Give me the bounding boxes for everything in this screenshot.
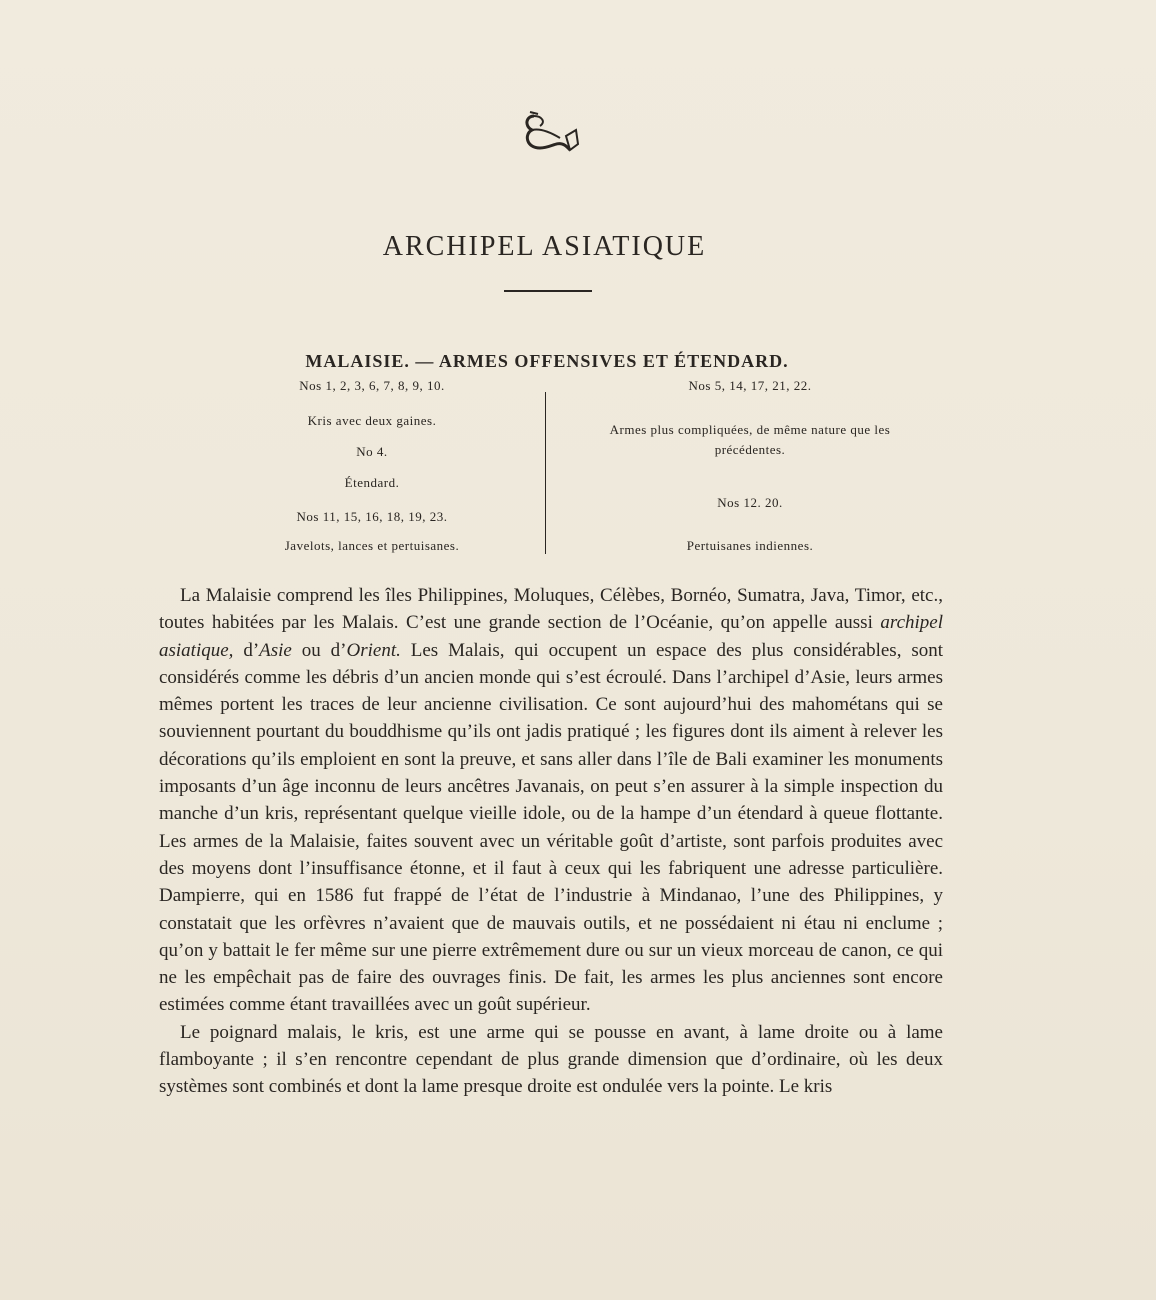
catalogue-numbers: Nos 11, 15, 16, 18, 19, 23.: [296, 509, 448, 524]
hunting-horn-ornament-icon: [520, 110, 580, 160]
catalogue-label: Kris avec deux gaines.: [307, 413, 437, 428]
title-rule: [504, 290, 592, 292]
catalogue-label: Pertuisanes indiennes.: [686, 538, 814, 553]
catalogue-label: Armes plus compliquées, de même nature que les: [609, 422, 891, 437]
catalogue-numbers: No 4.: [356, 444, 388, 459]
catalogue-numbers: Nos 12. 20.: [717, 495, 783, 510]
section-subtitle: MALAISIE. — ARMES OFFENSIVES ET ÉTENDARD.: [305, 350, 789, 371]
catalogue-label: Étendard.: [344, 475, 400, 490]
column-divider: [545, 392, 546, 554]
paragraph: Le poignard malais, le kris, est une arme qui se pousse en avant, à lame droite ou à lame flamboyante ; il s’en rencontre cependant de plus grande dimension que d’ordinaire, où les deux systèmes sont combinés et dont la lame presque droite est ondulée vers la pointe. Le kris: [159, 1021, 943, 1098]
catalogue-numbers: Nos 5, 14, 17, 21, 22.: [688, 378, 812, 393]
catalogue-numbers: Nos 1, 2, 3, 6, 7, 8, 9, 10.: [299, 378, 445, 393]
catalogue-label: précédentes.: [714, 442, 786, 457]
catalogue-label: Javelots, lances et pertuisanes.: [284, 538, 460, 553]
page-title: ARCHIPEL ASIATIQUE: [382, 230, 707, 262]
paragraph: La Malaisie comprend les îles Philippines, Moluques, Célèbes, Bornéo, Sumatra, Java, Timor, etc., toutes habitées par les Malais. C’est une grande section de l’Océanie, qu’on appelle aussi archipel asiatique, d’Asie ou d’Orient. Les Malais, qui occupent un espace des plus considérables, sont considérés comme les débris d’un ancien monde qui s’est écroulé. Dans l’archipel d’Asie, leurs armes mêmes portent les traces de leur ancienne civilisation. Ce sont aujourd’hui des mahométans qui se souviennent pourtant du bouddhisme qu’ils ont jadis pratiqué ; les figures dont ils aiment à relever les décorations qu’ils emploient en sont la preuve, et sans aller dans l’île de Bali examiner les monuments imposants d’un âge inconnu de leurs ancêtres Javanais, on peut s’en assurer à la simple inspection du manche d’un kris, représentant quelque vieille idole, ou de la hampe d’un étendard à queue flottante. Les armes de la Malaisie, faites souvent avec un véritable goût d’artiste, sont parfois produites avec des moyens dont l’insuffisance étonne, et il faut à ceux qui les fabriquent une adresse particulière. Dampierre, qui en 1586 fut frappé de l’état de l’industrie à Mindanao, l’une des Philippines, y constatait que les orfèvres n’avaient que de mauvais outils, et ne possédaient ni étau ni enclume ; qu’on y battait le fer même sur une pierre extrêmement dure ou sur un vieux morceau de canon, ce qui ne les empêchait pas de faire des ouvrages finis. De fait, les armes les plus anciennes sont encore estimées comme étant travaillées avec un goût supérieur.: [159, 585, 944, 1016]
body-text: [159, 582, 943, 1101]
